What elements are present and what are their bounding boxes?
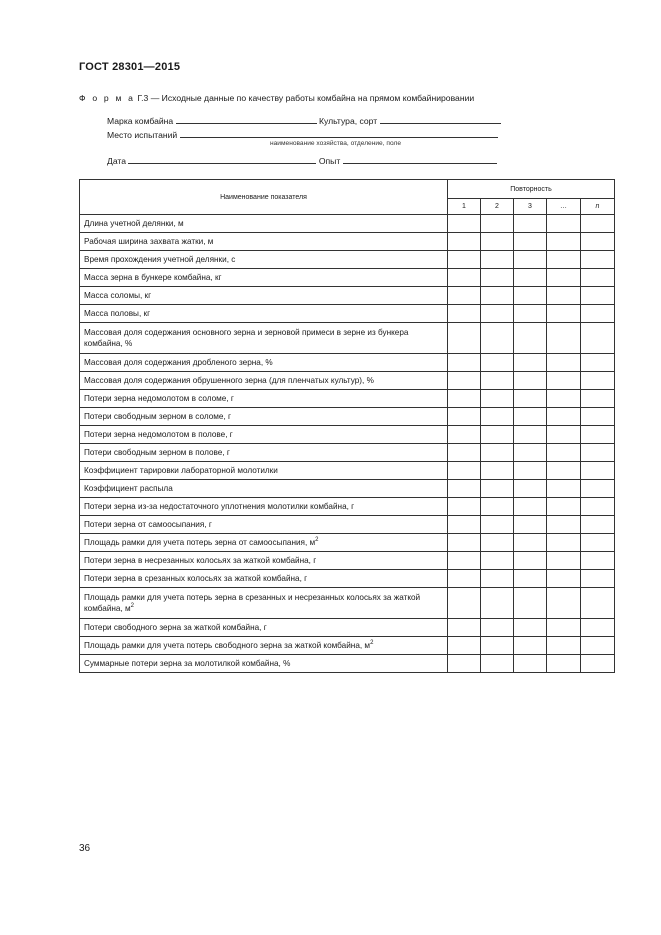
value-cell[interactable] (581, 251, 615, 269)
value-cell[interactable] (514, 233, 547, 251)
value-cell[interactable] (547, 637, 581, 655)
field-row-site (107, 128, 498, 140)
value-cell[interactable] (481, 462, 514, 480)
value-cell[interactable] (581, 426, 615, 444)
value-cell[interactable] (481, 233, 514, 251)
table-row (80, 323, 615, 354)
indicator-name-cell (80, 588, 448, 619)
indicator-name-cell (80, 619, 448, 637)
value-cell[interactable] (448, 444, 481, 462)
indicator-name-cell (80, 251, 448, 269)
indicator-name-cell (80, 354, 448, 372)
indicator-name-cell (80, 534, 448, 552)
value-cell[interactable] (581, 552, 615, 570)
value-cell[interactable] (481, 269, 514, 287)
table-row (80, 619, 615, 637)
value-cell[interactable] (514, 305, 547, 323)
indicator-name-cell (80, 570, 448, 588)
value-cell[interactable] (514, 462, 547, 480)
value-cell[interactable] (514, 619, 547, 637)
indicator-label: Потери свободным зерном в полове, г (84, 448, 230, 457)
form-label: Ф о р м а (79, 93, 136, 103)
value-cell[interactable] (481, 426, 514, 444)
indicator-name-cell (80, 462, 448, 480)
value-cell[interactable] (514, 480, 547, 498)
header-repeat-col: 2 (481, 199, 514, 215)
value-cell[interactable] (581, 305, 615, 323)
value-cell[interactable] (481, 516, 514, 534)
value-cell[interactable] (448, 390, 481, 408)
form-caption (79, 93, 474, 103)
value-cell[interactable] (481, 287, 514, 305)
indicator-name-cell (80, 215, 448, 233)
value-cell[interactable] (581, 354, 615, 372)
experiment-label: Опыт (318, 156, 341, 166)
value-cell[interactable] (448, 372, 481, 390)
value-cell[interactable] (448, 588, 481, 619)
indicator-label: Длина учетной делянки, м (84, 219, 184, 228)
field-row-date (107, 154, 497, 166)
value-cell[interactable] (547, 655, 581, 673)
value-cell[interactable] (481, 655, 514, 673)
value-cell[interactable] (547, 305, 581, 323)
indicator-label: Масса зерна в бункере комбайна, кг (84, 273, 222, 282)
table-row (80, 498, 615, 516)
value-cell[interactable] (448, 323, 481, 354)
value-cell[interactable] (581, 480, 615, 498)
value-cell[interactable] (514, 390, 547, 408)
value-cell[interactable] (514, 570, 547, 588)
value-cell[interactable] (481, 372, 514, 390)
indicator-label: Потери зерна недомолотом в полове, г (84, 430, 233, 439)
combine-brand-blank[interactable] (176, 114, 317, 124)
table-row (80, 251, 615, 269)
indicator-label: Потери зерна недомолотом в соломе, г (84, 394, 234, 403)
value-cell[interactable] (514, 426, 547, 444)
value-cell[interactable] (547, 552, 581, 570)
value-cell[interactable] (547, 354, 581, 372)
indicator-name-cell (80, 233, 448, 251)
table-row (80, 655, 615, 673)
indicator-label: Массовая доля содержания обрушенного зерна (для пленчатых культур), % (84, 376, 374, 385)
value-cell[interactable] (448, 426, 481, 444)
value-cell[interactable] (514, 372, 547, 390)
value-cell[interactable] (581, 619, 615, 637)
value-cell[interactable] (481, 215, 514, 233)
indicator-label: Потери свободным зерном в соломе, г (84, 412, 231, 421)
indicator-name-cell (80, 305, 448, 323)
indicator-label: Площадь рамки для учета потерь зерна в срезанных и несрезанных колосьях за жаткой комбайна, м (84, 593, 421, 613)
table-row (80, 233, 615, 251)
table-row (80, 215, 615, 233)
value-cell[interactable] (581, 444, 615, 462)
value-cell[interactable] (581, 287, 615, 305)
header-repeat-col: … (547, 199, 581, 215)
value-cell[interactable] (581, 390, 615, 408)
page-number: 36 (79, 843, 91, 854)
value-cell[interactable] (481, 251, 514, 269)
value-cell[interactable] (481, 408, 514, 426)
value-cell[interactable] (581, 215, 615, 233)
indicator-label: Потери зерна в срезанных колосьях за жаткой комбайна, г (84, 574, 308, 583)
value-cell[interactable] (514, 354, 547, 372)
table-row (80, 287, 615, 305)
indicator-label: Площадь рамки для учета потерь свободного зерна за жаткой комбайна, м (84, 641, 371, 650)
indicator-name-cell (80, 269, 448, 287)
value-cell[interactable] (514, 323, 547, 354)
value-cell[interactable] (481, 534, 514, 552)
header-repeat-col: 1 (448, 199, 481, 215)
value-cell[interactable] (547, 287, 581, 305)
value-cell[interactable] (547, 444, 581, 462)
value-cell[interactable] (581, 516, 615, 534)
value-cell[interactable] (481, 552, 514, 570)
indicator-label: Площадь рамки для учета потерь зерна от самоосыпания, м (84, 538, 316, 547)
table-row (80, 480, 615, 498)
value-cell[interactable] (581, 534, 615, 552)
indicator-name-cell (80, 372, 448, 390)
date-label: Дата (107, 156, 127, 166)
value-cell[interactable] (581, 323, 615, 354)
value-cell[interactable] (448, 354, 481, 372)
value-cell[interactable] (547, 269, 581, 287)
value-cell[interactable] (448, 570, 481, 588)
header-repeat-col: n (581, 199, 615, 215)
value-cell[interactable] (581, 570, 615, 588)
value-cell[interactable] (481, 390, 514, 408)
table-row (80, 462, 615, 480)
value-cell[interactable] (448, 251, 481, 269)
indicator-label: Время прохождения учетной делянки, с (84, 255, 236, 264)
indicator-name-cell (80, 323, 448, 354)
value-cell[interactable] (481, 354, 514, 372)
indicator-name-cell (80, 552, 448, 570)
value-cell[interactable] (581, 637, 615, 655)
value-cell[interactable] (448, 215, 481, 233)
indicator-name-cell (80, 426, 448, 444)
table-row (80, 305, 615, 323)
indicator-name-cell (80, 655, 448, 673)
indicator-label: Массовая доля содержания дробленого зерна, % (84, 358, 273, 367)
combine-brand-label: Марка комбайна (107, 116, 174, 126)
value-cell[interactable] (547, 619, 581, 637)
value-cell[interactable] (448, 619, 481, 637)
table-row (80, 588, 615, 619)
table-row (80, 372, 615, 390)
table-row (80, 444, 615, 462)
value-cell[interactable] (514, 516, 547, 534)
value-cell[interactable] (581, 462, 615, 480)
value-cell[interactable] (581, 372, 615, 390)
indicator-label: Массовая доля содержания основного зерна и зерновой примеси в зерне из бункера комбайна, % (84, 328, 409, 348)
table-row (80, 637, 615, 655)
value-cell[interactable] (547, 390, 581, 408)
table-row (80, 390, 615, 408)
indicator-name-cell (80, 390, 448, 408)
value-cell[interactable] (547, 570, 581, 588)
table-row (80, 354, 615, 372)
unit-superscript: 2 (315, 537, 319, 543)
value-cell[interactable] (448, 480, 481, 498)
value-cell[interactable] (448, 408, 481, 426)
value-cell[interactable] (481, 498, 514, 516)
value-cell[interactable] (547, 215, 581, 233)
value-cell[interactable] (581, 588, 615, 619)
value-cell[interactable] (581, 498, 615, 516)
test-site-note: наименование хозяйства, отделение, поле (270, 140, 401, 147)
value-cell[interactable] (448, 516, 481, 534)
value-cell[interactable] (514, 215, 547, 233)
table-row (80, 534, 615, 552)
header-repeatability: Повторность (448, 180, 615, 199)
table-row (80, 516, 615, 534)
unit-superscript: 2 (370, 640, 374, 646)
test-site-label: Место испытаний (107, 130, 178, 140)
value-cell[interactable] (514, 251, 547, 269)
indicator-label: Масса половы, кг (84, 309, 151, 318)
value-cell[interactable] (514, 269, 547, 287)
value-cell[interactable] (514, 287, 547, 305)
crop-variety-blank[interactable] (380, 114, 501, 124)
indicator-name-cell (80, 408, 448, 426)
indicator-label: Потери зерна от самоосыпания, г (84, 520, 212, 529)
value-cell[interactable] (514, 552, 547, 570)
value-cell[interactable] (547, 408, 581, 426)
table-row (80, 552, 615, 570)
value-cell[interactable] (481, 480, 514, 498)
indicator-label: Суммарные потери зерна за молотилкой комбайна, % (84, 659, 291, 668)
indicator-name-cell (80, 480, 448, 498)
indicator-name-cell (80, 498, 448, 516)
value-cell[interactable] (581, 408, 615, 426)
header-repeat-col: 3 (514, 199, 547, 215)
value-cell[interactable] (448, 233, 481, 251)
value-cell[interactable] (481, 323, 514, 354)
indicator-label: Коэффициент распыла (84, 484, 173, 493)
indicator-label: Масса соломы, кг (84, 291, 152, 300)
value-cell[interactable] (481, 637, 514, 655)
value-cell[interactable] (448, 534, 481, 552)
value-cell[interactable] (448, 637, 481, 655)
crop-variety-label: Культура, сорт (319, 116, 378, 126)
value-cell[interactable] (547, 233, 581, 251)
value-cell[interactable] (547, 251, 581, 269)
form-title: — Исходные данные по качеству работы комбайна на прямом комбайнировании (150, 93, 475, 103)
value-cell[interactable] (448, 498, 481, 516)
value-cell[interactable] (481, 305, 514, 323)
unit-superscript: 2 (130, 603, 134, 609)
value-cell[interactable] (581, 269, 615, 287)
quality-data-table (79, 179, 615, 673)
value-cell[interactable] (514, 588, 547, 619)
value-cell[interactable] (514, 498, 547, 516)
value-cell[interactable] (547, 516, 581, 534)
value-cell[interactable] (448, 269, 481, 287)
value-cell[interactable] (448, 305, 481, 323)
value-cell[interactable] (514, 534, 547, 552)
value-cell[interactable] (514, 408, 547, 426)
value-cell[interactable] (448, 287, 481, 305)
value-cell[interactable] (547, 323, 581, 354)
value-cell[interactable] (547, 588, 581, 619)
table-row (80, 269, 615, 287)
document-standard-title: ГОСТ 28301—2015 (79, 61, 181, 73)
value-cell[interactable] (547, 480, 581, 498)
indicator-name-cell (80, 287, 448, 305)
value-cell[interactable] (547, 426, 581, 444)
field-row-combine (107, 114, 501, 126)
value-cell[interactable] (481, 619, 514, 637)
form-number: Г.3 (137, 93, 149, 103)
table-row (80, 426, 615, 444)
value-cell[interactable] (514, 637, 547, 655)
indicator-name-cell (80, 637, 448, 655)
value-cell[interactable] (481, 588, 514, 619)
indicator-label: Коэффициент тарировки лабораторной молотилки (84, 466, 278, 475)
table-row (80, 570, 615, 588)
value-cell[interactable] (514, 444, 547, 462)
value-cell[interactable] (481, 570, 514, 588)
indicator-name-cell (80, 444, 448, 462)
value-cell[interactable] (514, 655, 547, 673)
value-cell[interactable] (547, 372, 581, 390)
header-indicator-name: Наименование показателя (80, 180, 448, 215)
test-site-blank[interactable] (180, 128, 498, 138)
value-cell[interactable] (581, 655, 615, 673)
indicator-name-cell (80, 516, 448, 534)
experiment-blank[interactable] (343, 154, 497, 164)
value-cell[interactable] (448, 655, 481, 673)
value-cell[interactable] (547, 462, 581, 480)
date-blank[interactable] (128, 154, 316, 164)
indicator-label: Потери свободного зерна за жаткой комбайна, г (84, 623, 267, 632)
value-cell[interactable] (581, 233, 615, 251)
indicator-label: Потери зерна в несрезанных колосьях за жаткой комбайна, г (84, 556, 317, 565)
indicator-label: Рабочая ширина захвата жатки, м (84, 237, 214, 246)
value-cell[interactable] (481, 444, 514, 462)
indicator-label: Потери зерна из-за недостаточного уплотнения молотилки комбайна, г (84, 502, 355, 511)
value-cell[interactable] (547, 534, 581, 552)
table-row (80, 408, 615, 426)
value-cell[interactable] (547, 498, 581, 516)
value-cell[interactable] (448, 552, 481, 570)
value-cell[interactable] (448, 462, 481, 480)
